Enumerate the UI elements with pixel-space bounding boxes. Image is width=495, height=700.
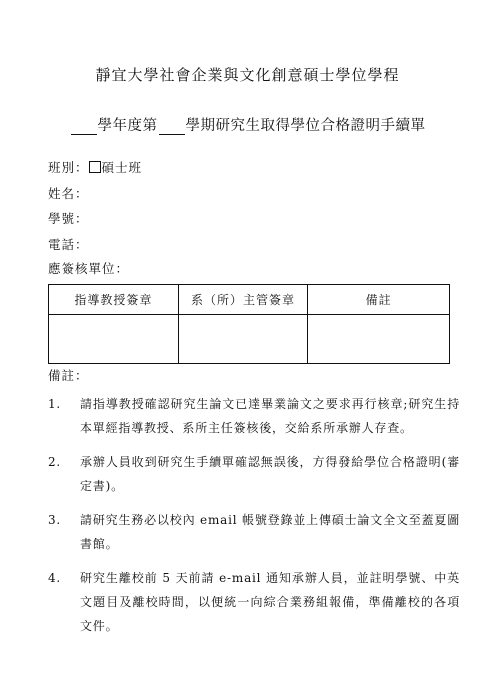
advisor-signature-header: 指導教授簽章 <box>49 285 179 315</box>
note-item <box>48 392 460 440</box>
class-label: 班別： <box>48 160 89 175</box>
signature-table <box>48 284 450 364</box>
note-text: 研究生離校前 5 天前請 e-mail 通知承辦人員，並註明學號、中英文題目及離校時間，以便統一向綜合業務組報備，準備離校的各項文件。 <box>80 571 460 633</box>
notes-title: 備註： <box>48 368 89 383</box>
subtitle-part1: 學年度第 <box>97 118 158 134</box>
note-text: 請研究生務必以校內 email 帳號登錄並上傳碩士論文全文至蓋夏圖書館。 <box>80 513 460 551</box>
note-text: 請指導教授確認研究生論文已達畢業論文之要求再行核章;研究生持本單經指導教授、系所主任簽核後，交給系所承辦人存查。 <box>80 397 460 435</box>
document-title: 靜宜大學社會企業與文化創意碩士學位學程 <box>95 66 400 84</box>
notes-list <box>48 392 460 648</box>
note-item <box>48 566 460 638</box>
class-field <box>48 158 142 176</box>
masters-class-checkbox[interactable] <box>89 161 101 173</box>
remarks-cell[interactable] <box>308 315 450 364</box>
note-number: 1. <box>48 397 62 411</box>
masters-class-option: 碩士班 <box>101 160 143 175</box>
student-id-field: 學號： <box>48 211 89 226</box>
document-subtitle <box>0 114 495 135</box>
note-item <box>48 450 460 498</box>
units-label: 應簽核單位： <box>48 261 130 276</box>
department-head-signature-cell[interactable] <box>178 315 308 364</box>
signature-table-header-row <box>49 285 450 315</box>
note-item <box>48 508 460 556</box>
department-head-signature-header: 系（所）主管簽章 <box>178 285 308 315</box>
advisor-signature-cell[interactable] <box>49 315 179 364</box>
name-field: 姓名： <box>48 186 89 201</box>
note-number: 2. <box>48 455 62 469</box>
note-number: 3. <box>48 513 62 527</box>
semester-blank[interactable] <box>159 120 185 135</box>
note-number: 4. <box>48 571 62 585</box>
phone-field: 電話： <box>48 237 89 252</box>
signature-table-row <box>49 315 450 364</box>
note-text: 承辦人員收到研究生手續單確認無誤後，方得發給學位合格證明(審定書)。 <box>80 455 460 493</box>
remarks-header: 備註 <box>308 285 450 315</box>
subtitle-part2: 學期研究生取得學位合格證明手續單 <box>185 118 426 134</box>
academic-year-blank[interactable] <box>71 120 97 135</box>
